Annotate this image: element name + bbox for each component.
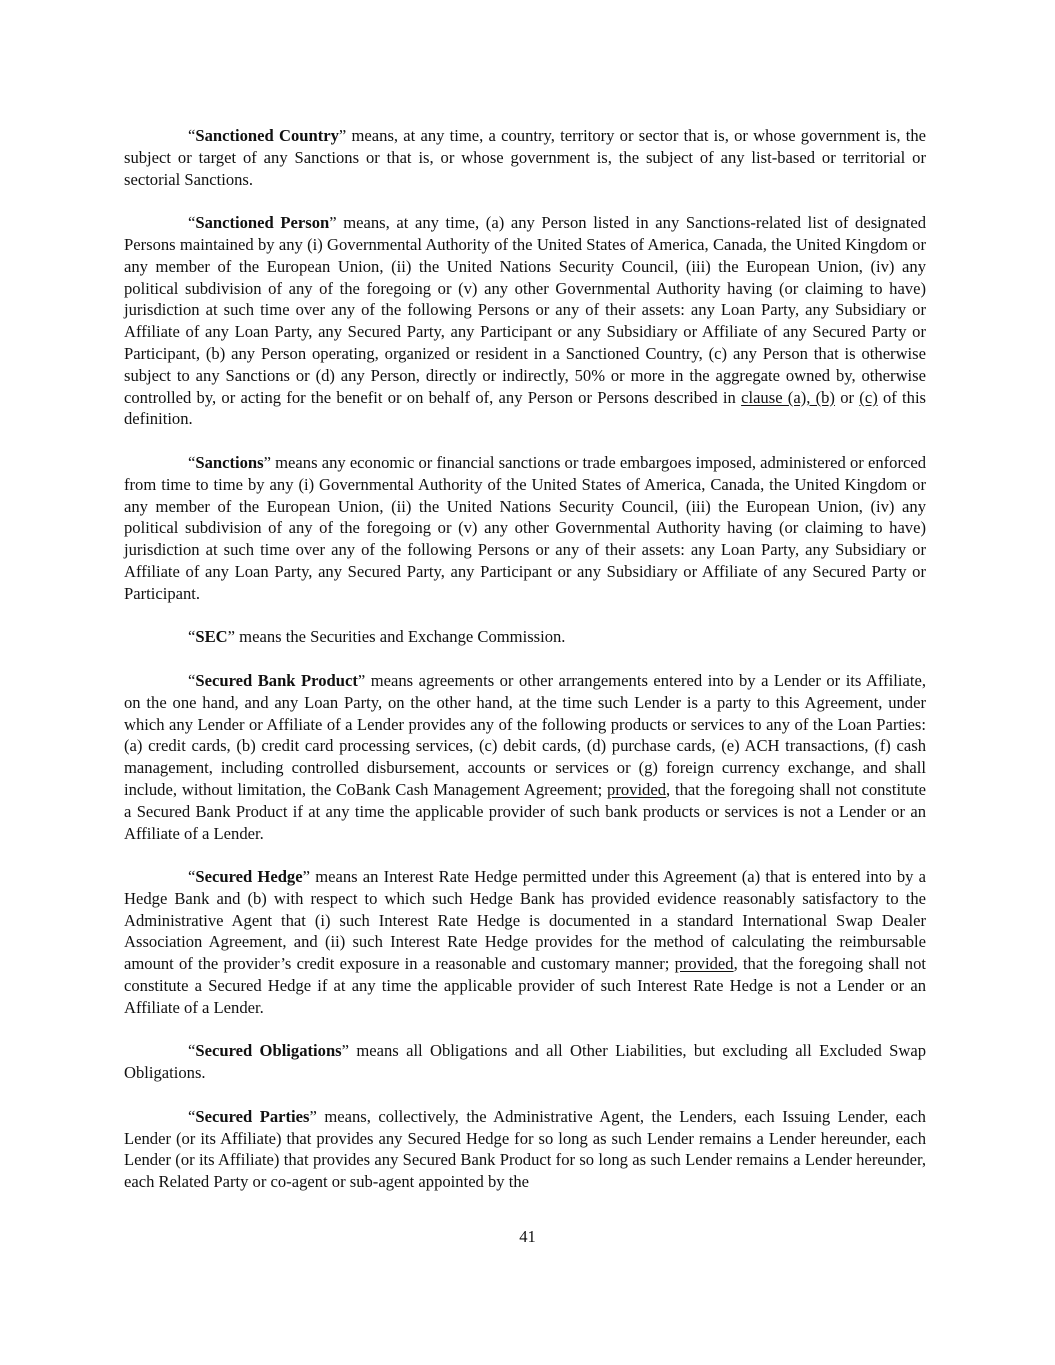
definition-text: means, at any time, (a) any Person listed in any Sanctions-related list of designated Persons maintained by any (i) Governmental Authority of the United States of America, Canada, the United Kingdom or any member of the European Union, (ii) the United Nations Security Council, (iii) the European Union, (iv) any political subdivision of any of the foregoing or (v) any other Governmental Authority having (or claiming to have) jurisdiction at such time over any of the following Persons or any of their assets: any Loan Party, any Subsidiary or Affiliate of any Loan Party, any Secured Party, any Participant or any Subsidiary or Affiliate of any Secured Party or Participant, (b) any Person operating, organized or resident in a Sanctioned Country, (c) any Person that is otherwise subject to any Sanctions or (d) any Person, directly or indirectly, 50% or more in the aggregate owned by, otherwise controlled by, or acting for the benefit or on behalf of, any Person or Persons described in <box>124 213 926 407</box>
underlined-reference: provided <box>607 779 667 799</box>
definition-text: means the Securities and Exchange Commission. <box>235 627 566 647</box>
document-body <box>124 125 926 1215</box>
definition-paragraph: “Secured Parties” means, collectively, the Administrative Agent, the Lenders, each Issuing Lender, each Lender (or its Affiliate) that provides any Secured Hedge for so long as such Lender remains a Lender hereunder, each Lender (or its Affiliate) that provides any Secured Bank Product for so long as such Lender remains a Lender hereunder, each Related Party or co-agent or sub-agent appointed by the <box>124 1106 926 1192</box>
definition-text: of this definition. <box>124 387 927 429</box>
defined-term: Secured Obligations <box>195 1041 342 1061</box>
definition-text: means all Obligations and all Other Liabilities, but excluding all Excluded Swap Obligations. <box>124 1041 926 1083</box>
definition-text: or <box>834 387 860 407</box>
definition-paragraph: “Secured Bank Product” means agreements or other arrangements entered into by a Lender or its Affiliate, on the one hand, and any Loan Party, on the other hand, at the time such Lender is a party to this Agreement, under which any Lender or Affiliate of a Lender provides any of the following products or services to any of the Loan Parties: (a) credit cards, (b) credit card processing services, (c) debit cards, (d) purchase cards, (e) ACH transactions, (f) cash management, including controlled disbursement, accounts or services or (g) foreign currency exchange, and shall include, without limitation, the CoBank Cash Management Agreement; provided, that the foregoing shall not constitute a Secured Bank Product if at any time the applicable provider of such bank products or services is not a Lender or an Affiliate of a Lender. <box>124 670 926 843</box>
definition-paragraph: “Sanctioned Country” means, at any time, a country, territory or sector that is, or whose government is, the subject or target of any Sanctions or that is, or whose government is, the subject of any list-based or territorial or sectorial Sanctions. <box>124 126 926 189</box>
definition-paragraph: “Sanctions” means any economic or financial sanctions or trade embargoes imposed, administered or enforced from time to time by any (i) Governmental Authority of the United States of America, Canada, the United Kingdom or any member of the European Union, (ii) the United Nations Security Council, (iii) the European Union, (iv) any political subdivision of any of the foregoing or (v) any other Governmental Authority having (or claiming to have) jurisdiction at such time over any of the following Persons or any of their assets: any Loan Party, any Subsidiary or Affiliate of any Loan Party, any Secured Party, any Participant or any Subsidiary or Affiliate of any Secured Party or Participant. <box>124 452 926 603</box>
defined-term: Secured Bank Product <box>195 670 358 690</box>
definition-text: , that the foregoing shall not constitute a Secured Hedge if at any time the applicable provider of such Interest Rate Hedge is not a Lender or an Affiliate of a Lender. <box>124 954 926 1017</box>
underlined-reference: provided <box>674 954 734 974</box>
definition-text: means, collectively, the Administrative Agent, the Lenders, each Issuing Lender, each Lender (or its Affiliate) that provides any Secured Hedge for so long as such Lender remains a Lender hereunder, each Lender (or its Affiliate) that provides any Secured Bank Product for so long as such Lender remains a Lender hereunder, each Related Party or co-agent or sub-agent appointed by the <box>124 1106 926 1192</box>
defined-term: Sanctioned Person <box>195 213 330 233</box>
definition-paragraph: “SEC” means the Securities and Exchange Commission. <box>188 627 566 647</box>
definition-text: , that the foregoing shall not constitute a Secured Bank Product if at any time the applicable provider of such bank products or services is not a Lender or an Affiliate of a Lender. <box>124 779 926 843</box>
definition-text: means agreements or other arrangements entered into by a Lender or its Affiliate, on the one hand, and any Loan Party, on the other hand, at the time such Lender is a party to this Agreement, under which any Lender or Affiliate of a Lender provides any of the following products or services to any of the Loan Parties: (a) credit cards, (b) credit card processing services, (c) debit cards, (d) purchase cards, (e) ACH transactions, (f) cash management, including controlled disbursement, accounts or services or (g) foreign currency exchange, and shall include, without limitation, the CoBank Cash Management Agreement; <box>124 670 926 799</box>
defined-term: Sanctions <box>195 452 264 472</box>
defined-term: SEC <box>195 627 228 647</box>
page-number: 41 <box>519 1227 536 1246</box>
defined-term: Secured Hedge <box>195 867 303 887</box>
underlined-reference: clause (a), (b) <box>741 387 835 407</box>
defined-term: Sanctioned Country <box>195 126 339 145</box>
definition-text: means an Interest Rate Hedge permitted under this Agreement (a) that is entered into by a Hedge Bank and (b) with respect to which such Hedge Bank has provided evidence reasonably satisfactory to the Administrative Agent that (i) such Interest Rate Hedge is documented in a standard International Swap Dealer Association Agreement, and (ii) such Interest Rate Hedge provides for the method of calculating the reimbursable amount of the provider’s credit exposure in a reasonable and customary manner; <box>124 867 926 974</box>
definition-text: means, at any time, a country, territory or sector that is, or whose government is, the subject or target of any Sanctions or that is, or whose government is, the subject of any list-based or territorial or sectorial Sanctions. <box>124 126 926 189</box>
underlined-reference: (c) <box>859 387 878 407</box>
definition-paragraph: “Secured Hedge” means an Interest Rate Hedge permitted under this Agreement (a) that is entered into by a Hedge Bank and (b) with respect to which such Hedge Bank has provided evidence reasonably satisfactory to the Administrative Agent that (i) such Interest Rate Hedge is documented in a standard International Swap Dealer Association Agreement, and (ii) such Interest Rate Hedge provides for the method of calculating the reimbursable amount of the provider’s credit exposure in a reasonable and customary manner; provided, that the foregoing shall not constitute a Secured Hedge if at any time the applicable provider of such Interest Rate Hedge is not a Lender or an Affiliate of a Lender. <box>124 867 926 1017</box>
definition-paragraph: “Secured Obligations” means all Obligations and all Other Liabilities, but excluding all Excluded Swap Obligations. <box>124 1041 926 1083</box>
defined-term: Secured Parties <box>195 1106 310 1126</box>
definition-text: means any economic or financial sanctions or trade embargoes imposed, administered or enforced from time to time by any (i) Governmental Authority of the United States of America, Canada, the United Kingdom or any member of the European Union, (ii) the United Nations Security Council, (iii) the European Union, (iv) any political subdivision of any of the foregoing or (v) any other Governmental Authority having (or claiming to have) jurisdiction at such time over any of the following Persons or any of their assets: any Loan Party, any Subsidiary or Affiliate of any Loan Party, any Secured Party, any Participant or any Subsidiary or Affiliate of any Secured Party or Participant. <box>124 452 926 603</box>
definition-paragraph: “Sanctioned Person” means, at any time, (a) any Person listed in any Sanctions-related list of designated Persons maintained by any (i) Governmental Authority of the United States of America, Canada, the United Kingdom or any member of the European Union, (ii) the United Nations Security Council, (iii) the European Union, (iv) any political subdivision of any of the foregoing or (v) any other Governmental Authority having (or claiming to have) jurisdiction at such time over any of the following Persons or any of their assets: any Loan Party, any Subsidiary or Affiliate of any Loan Party, any Secured Party, any Participant or any Subsidiary or Affiliate of any Secured Party or Participant, (b) any Person operating, organized or resident in a Sanctioned Country, (c) any Person that is otherwise subject to any Sanctions or (d) any Person, directly or indirectly, 50% or more in the aggregate owned by, otherwise controlled by, or acting for the benefit or on behalf of, any Person or Persons described in clause (a), (b) or (c) of this definition. <box>124 213 927 429</box>
